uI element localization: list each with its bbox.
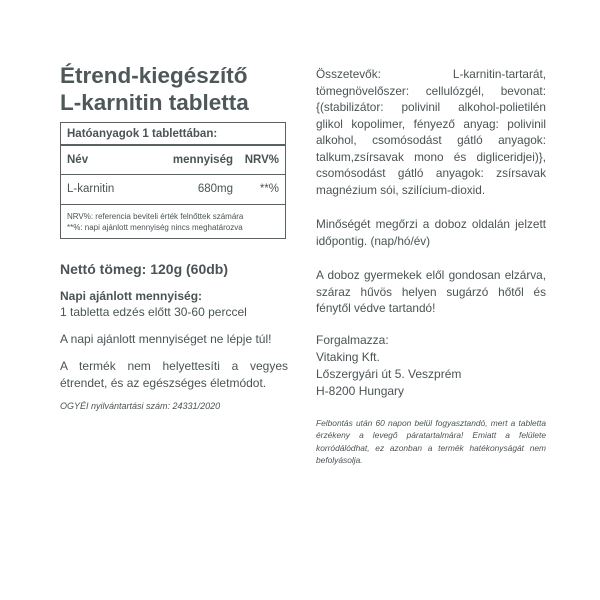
best-before-text: Minőségét megőrzi a doboz oldalán jelzett időpontig. (nap/hó/év) — [316, 217, 546, 248]
right-column — [316, 66, 546, 467]
dose-warning: A napi ajánlott mennyiséget ne lépje túl! — [60, 332, 272, 346]
column-header-name: Név — [67, 154, 89, 166]
column-header-amount: mennyiség — [172, 154, 233, 166]
distributor-block — [316, 332, 546, 400]
net-weight: Nettó tömeg: 120g (60db) — [60, 261, 229, 277]
nrv-undefined-note: **%: napi ajánlott mennyiség nincs meghatározva — [67, 223, 243, 232]
table-notes — [61, 204, 285, 238]
diet-warning: A termék nem helyettesíti a vegyes étrendet, és az egészséges életmódot. — [60, 359, 288, 390]
table-header: Hatóanyagok 1 tablettában: — [67, 128, 218, 140]
active-ingredients-table — [60, 122, 286, 239]
daily-dose-heading: Napi ajánlott mennyiség: — [60, 289, 203, 303]
product-title-line2: L-karnitin tabletta — [60, 90, 249, 115]
table-row — [61, 174, 285, 204]
distributor-label: Forgalmazza: — [316, 332, 389, 347]
ingredient-nrv: **% — [259, 183, 279, 195]
left-column — [60, 62, 288, 411]
product-title-line1: Étrend-kiegészítő — [60, 63, 248, 88]
ingredient-name: L-karnitin — [67, 183, 115, 195]
storage-instructions: A doboz gyermekek elől gondosan elzárva, száraz hűvös helyen sugárzó hőtől és fénytől védve tartandó! — [316, 268, 546, 315]
distributor-street: Lőszergyári út 5. Veszprém — [316, 366, 462, 381]
ingredients — [316, 66, 546, 198]
registration-number: OGYÉI nyilvántartási szám: 24331/2020 — [60, 401, 221, 411]
ingredients-text: : L-karnitin-tartarát, tömegnövelőszer: cellulózgél, bevonat: {(stabilizátor: polivinil alkohol-polietilén glikol kopolimer, fényező anyag: polivinil alkohol, csomósodást gátló anyagok: talkum,zsírsavak mono és digliceridjei)}, csomósodást gátló anyagok: zsírsavak magnézium sói, szilícium-dioxid. — [316, 67, 546, 197]
ingredients-label: Összetevők — [316, 67, 378, 81]
daily-dose-text: 1 tabletta edzés előtt 30-60 perccel — [60, 305, 247, 319]
table-column-headers — [61, 144, 285, 174]
distributor-postal: H-8200 Hungary — [316, 383, 405, 398]
distributor-name: Vitaking Kft. — [316, 349, 380, 364]
ingredient-amount: 680mg — [197, 183, 233, 195]
opened-storage-note: Felbontás után 60 napon belül fogyasztandó, mert a tabletta érzékeny a levegő páratartalmára! Emiatt a felülete korródálódhat, ez azonban a termék hatékonyságát nem befolyásolja. — [316, 417, 546, 465]
column-header-nrv: NRV% — [244, 154, 279, 166]
nrv-note: NRV%: referencia beviteli érték felnőttek számára — [67, 212, 244, 221]
